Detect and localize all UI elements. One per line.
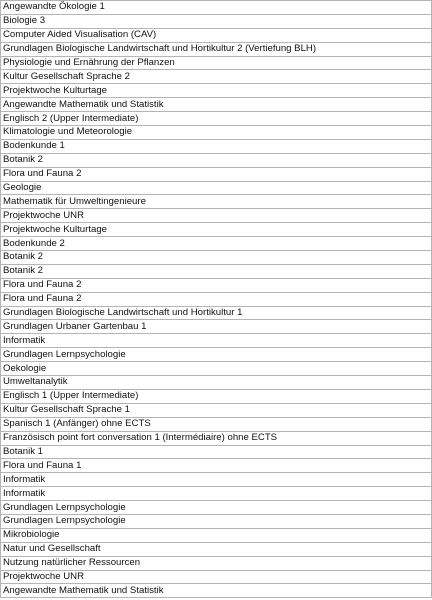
course-name-cell: Grundlagen Lernpsychologie [1,514,432,528]
course-name-cell: Projektwoche UNR [1,570,432,584]
table-row [1,334,432,348]
table-row [1,98,432,112]
table-row [1,237,432,251]
table-row [1,1,432,15]
course-name-cell: Natur und Gesellschaft [1,542,432,556]
table-row [1,473,432,487]
table-row [1,417,432,431]
table-row [1,223,432,237]
course-name-cell: Projektwoche Kulturtage [1,223,432,237]
course-name-cell: Projektwoche UNR [1,209,432,223]
table-row [1,264,432,278]
table-row [1,70,432,84]
table-row [1,348,432,362]
table-row [1,278,432,292]
table-row [1,251,432,265]
table-row [1,403,432,417]
course-name-cell: Grundlagen Lernpsychologie [1,348,432,362]
course-name-cell: Mikrobiologie [1,528,432,542]
course-name-cell: Kultur Gesellschaft Sprache 2 [1,70,432,84]
course-name-cell: Grundlagen Biologische Landwirtschaft und Hortikultur 2 (Vertiefung BLH) [1,42,432,56]
table-row [1,501,432,515]
table-row [1,181,432,195]
course-name-cell: Informatik [1,473,432,487]
course-name-cell: Informatik [1,334,432,348]
table-row [1,320,432,334]
course-name-cell: Botanik 1 [1,445,432,459]
course-name-cell: Angewandte Mathematik und Statistik [1,98,432,112]
course-name-cell: Flora und Fauna 2 [1,278,432,292]
table-row [1,389,432,403]
table-row [1,139,432,153]
table-row [1,195,432,209]
course-list-body [1,1,432,598]
table-row [1,84,432,98]
course-name-cell: Geologie [1,181,432,195]
course-name-cell: Botanik 2 [1,264,432,278]
table-row [1,584,432,598]
table-row [1,126,432,140]
table-row [1,514,432,528]
table-row [1,306,432,320]
table-row [1,42,432,56]
course-name-cell: Spanisch 1 (Anfänger) ohne ECTS [1,417,432,431]
course-name-cell: Projektwoche Kulturtage [1,84,432,98]
course-name-cell: Botanik 2 [1,153,432,167]
course-name-cell: Biologie 3 [1,14,432,28]
course-name-cell: Informatik [1,487,432,501]
table-row [1,153,432,167]
table-row [1,112,432,126]
course-name-cell: Grundlagen Biologische Landwirtschaft und Hortikultur 1 [1,306,432,320]
table-row [1,528,432,542]
course-name-cell: Grundlagen Lernpsychologie [1,501,432,515]
table-row [1,431,432,445]
course-name-cell: Angewandte Ökologie 1 [1,1,432,15]
table-row [1,445,432,459]
course-name-cell: Flora und Fauna 1 [1,459,432,473]
table-row [1,167,432,181]
table-row [1,28,432,42]
course-name-cell: Französisch point fort conversation 1 (Intermédiaire) ohne ECTS [1,431,432,445]
course-name-cell: Bodenkunde 1 [1,139,432,153]
course-name-cell: Bodenkunde 2 [1,237,432,251]
course-name-cell: Mathematik für Umweltingenieure [1,195,432,209]
course-name-cell: Kultur Gesellschaft Sprache 1 [1,403,432,417]
course-name-cell: Flora und Fauna 2 [1,292,432,306]
table-row [1,556,432,570]
course-name-cell: Oekologie [1,362,432,376]
course-name-cell: Englisch 1 (Upper Intermediate) [1,389,432,403]
table-row [1,14,432,28]
table-row [1,487,432,501]
table-row [1,459,432,473]
course-name-cell: Flora und Fauna 2 [1,167,432,181]
course-name-cell: Angewandte Mathematik und Statistik [1,584,432,598]
course-name-cell: Nutzung natürlicher Ressourcen [1,556,432,570]
course-name-cell: Umweltanalytik [1,376,432,390]
table-row [1,376,432,390]
course-name-cell: Grundlagen Urbaner Gartenbau 1 [1,320,432,334]
table-row [1,570,432,584]
course-name-cell: Englisch 2 (Upper Intermediate) [1,112,432,126]
table-row [1,209,432,223]
course-name-cell: Computer Aided Visualisation (CAV) [1,28,432,42]
course-name-cell: Klimatologie und Meteorologie [1,126,432,140]
course-name-cell: Botanik 2 [1,251,432,265]
table-row [1,542,432,556]
table-row [1,362,432,376]
table-row [1,292,432,306]
course-name-cell: Physiologie und Ernährung der Pflanzen [1,56,432,70]
table-row [1,56,432,70]
